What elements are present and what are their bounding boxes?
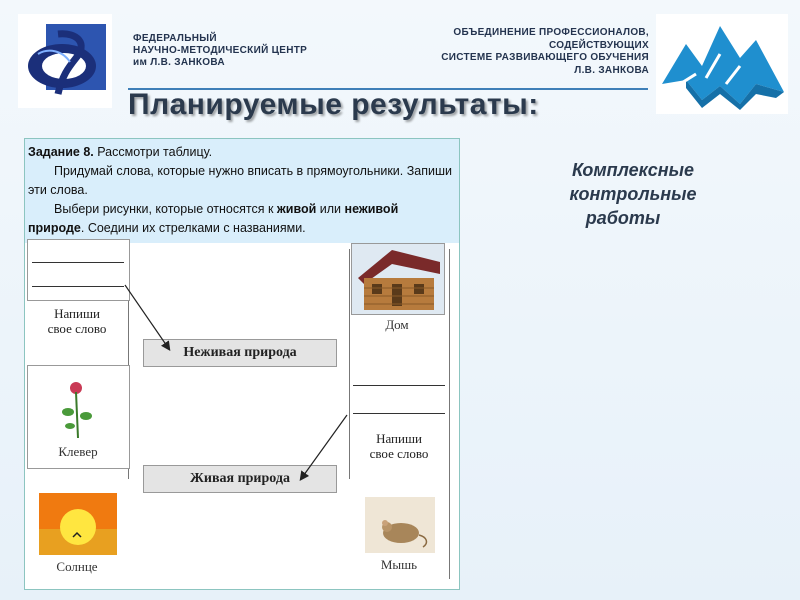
task-emph-living: живой — [276, 202, 317, 216]
mountain-book-logo-icon — [656, 14, 788, 114]
org-left-line: НАУЧНО-МЕТОДИЧЕСКИЙ ЦЕНТР — [133, 45, 308, 56]
caption-mouse: Мышь — [380, 557, 418, 572]
org-left-block — [133, 33, 307, 69]
hint-line: свое слово — [47, 321, 107, 336]
caption-sun: Солнце — [56, 559, 98, 574]
arrow-to-living — [301, 415, 347, 479]
task-label: Задание 8. — [28, 145, 94, 159]
side-note-line: контрольные — [569, 184, 697, 204]
mountain-book-logo — [656, 14, 788, 114]
org-right-line: ОБЪЕДИНЕНИЕ ПРОФЕССИОНАЛОВ, — [453, 27, 649, 38]
fncz-logo-icon — [18, 14, 112, 108]
task-text-part: . Соедини их стрелками с названиями. — [80, 221, 306, 235]
arrow-to-nonliving — [125, 285, 169, 349]
band-nonliving: Неживая природа — [143, 339, 337, 367]
hint-line: Напиши — [54, 306, 100, 321]
fncz-logo — [18, 14, 112, 108]
side-note-line: работы — [585, 208, 661, 228]
org-left-line: им Л.В. ЗАНКОВА — [133, 57, 225, 68]
connection-arrows — [25, 139, 459, 589]
task-text-part: Выбери рисунки, которые относятся к — [54, 202, 277, 216]
page-title: Планируемые результаты: — [128, 88, 539, 121]
org-right-line: СОДЕЙСТВУЮЩИХ — [548, 39, 649, 51]
org-right-line: СИСТЕМЕ РАЗВИВАЮЩЕГО ОБУЧЕНИЯ — [441, 52, 649, 63]
task-emph-nonliving: неживой природе — [28, 202, 399, 235]
side-note — [548, 158, 718, 230]
task-line2: Придумай слова, которые нужно вписать в прямоугольники. Запиши эти слова. — [28, 164, 452, 197]
task-text-part: или — [316, 202, 345, 216]
org-left-line: ФЕДЕРАЛЬНЫЙ — [133, 33, 217, 44]
worksheet — [24, 138, 460, 590]
caption-clover: Клевер — [58, 444, 98, 459]
org-right-line: Л.В. ЗАНКОВА — [574, 64, 649, 76]
caption-house: Дом — [385, 317, 409, 332]
side-note-line: Комплексные — [571, 160, 695, 180]
band-living: Живая природа — [143, 465, 337, 493]
org-right-block — [441, 27, 649, 77]
task-line1: Рассмотри таблицу. — [97, 145, 213, 159]
hint-line: свое слово — [369, 446, 429, 461]
hint-line: Напиши — [376, 431, 422, 446]
